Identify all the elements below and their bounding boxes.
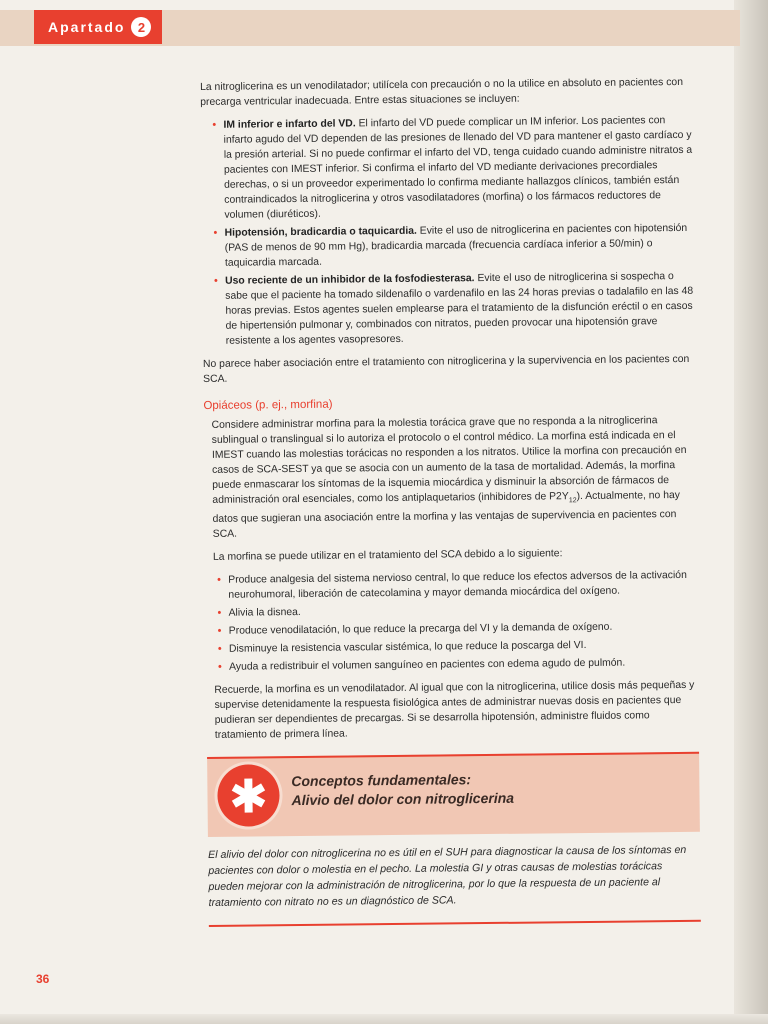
intro-paragraph: La nitroglicerina es un venodilatador; utilícela con precaución o no la utilice en absoluto en pacientes con precarga ventricular inadecuada. Entre estas situaciones se incluyen: bbox=[200, 76, 684, 108]
opioids-text-b: ). Actualmente, no hay datos que sugieran una asociación entre la morfina y las ventajas de supervivencia en pacientes con SCA. bbox=[212, 489, 680, 540]
concepts-title bbox=[291, 770, 514, 810]
caution-title: IM inferior e infarto del VD. bbox=[223, 118, 356, 131]
opioids-heading: Opiáceos (p. ej., morfina) bbox=[203, 398, 333, 412]
page-content bbox=[200, 75, 701, 927]
bottom-strip bbox=[0, 1014, 768, 1024]
opioids-subscript: 12 bbox=[568, 497, 577, 505]
page-edge bbox=[734, 0, 768, 1024]
caution-item bbox=[214, 221, 694, 271]
caution-item bbox=[212, 113, 693, 223]
morphine-use-item: • Disminuye la resistencia vascular sistémica, lo que reduce la poscarga del VI. bbox=[218, 637, 698, 657]
concepts-title-line2: Alivio del dolor con nitroglicerina bbox=[291, 789, 515, 809]
concepts-box bbox=[207, 752, 700, 837]
morphine-use-item: • Ayuda a redistribuir el volumen sanguíneo en pacientes con edema agudo de pulmón. bbox=[218, 655, 698, 675]
divider bbox=[209, 920, 701, 927]
morphine-intro: La morfina se puede utilizar en el tratamiento del SCA debido a lo siguiente: bbox=[212, 548, 563, 563]
opioids-text-a: Considere administrar morfina para la molestia torácica grave que no responda a la nitroglicerina sublingual o translingual si lo autoriza el protocolo o el control médico. La morfina está indicada en el IMEST cuando las molestias torácicas no responden a los nitratos. Utilice la morfina con precaución en casos de SCA-SEST ya que se asocia con un aumento de la tasa de mortalidad. Además, la morfina puede enmascarar los síntomas de la isquemia miocárdica y disminuir la absorción de fármacos de administración oral esenciales, como los antiplaquetarios (inhibidores de P2Y bbox=[211, 415, 687, 506]
morphine-use-item: • Produce analgesia del sistema nervioso central, lo que reduce los efectos adversos de la activación neurohumoral, liberación de catecolamina y mayor demanda miocárdica del oxígeno. bbox=[217, 568, 697, 603]
caution-text: Evite el uso de nitroglicerina si sospecha o sabe que el paciente ha tomado sildenafilo o vardenafilo en las 24 horas previas o tadalafilo en las 48 horas previas. Estos agentes suelen emplearse para el tratamiento de la disfunción eréctil o en casos de hipertensión pulmonar y, combinados con nitratos, pueden provocar una hipotensión grave resistente a los agentes vasopresores. bbox=[225, 271, 694, 347]
caution-title: Uso reciente de un inhibidor de la fosfodiesterasa. bbox=[225, 273, 475, 287]
survival-note: No parece haber asociación entre el tratamiento con nitroglicerina y la supervivencia en los pacientes con SCA. bbox=[202, 353, 690, 385]
morphine-use-item: • Alivia la disnea. bbox=[218, 601, 698, 621]
morphine-uses-list bbox=[205, 568, 698, 675]
caution-text: El infarto del VD puede complicar un IM inferior. Los pacientes con infarto agudo del VD dependen de las presiones de llenado del VD para mantener el gasto cardíaco y la presión arterial. Si no puede confirmar el infarto del VD, tenga cuidado cuando administre nitratos a pacientes con IMEST inferior. Si confirma el infarto del VD mediante derivaciones precordiales derechas, o si un proveedor experimentado lo confirma mediante hallazgos clínicos, también están contraindicados la nitroglicerina y otros vasodilatadores (morfina) o los fármacos reductores de volumen (diuréticos). bbox=[223, 115, 693, 221]
concepts-title-line1: Conceptos fundamentales: bbox=[291, 771, 472, 790]
reminder-paragraph: Recuerde, la morfina es un venodilatador. Al igual que con la nitroglicerina, utilice dosis más pequeñas y supervise detenidamente la respuesta fisiológica antes de administrar nuevas dosis en pacientes que pudieran ser dependientes de precargas. Si se desarrolla hipotensión, administre fluidos como tratamiento de primera línea. bbox=[214, 679, 695, 741]
section-number: 2 bbox=[131, 17, 151, 37]
caution-item bbox=[214, 269, 695, 349]
page-number: 36 bbox=[36, 972, 50, 986]
asterisk-icon bbox=[217, 764, 280, 827]
caution-title: Hipotensión, bradicardia o taquicardia. bbox=[224, 225, 417, 239]
caution-list bbox=[200, 113, 694, 349]
concepts-body: El alivio del dolor con nitroglicerina no es útil en el SUH para diagnosticar la causa de los síntomas en pacientes con dolor o molestia en el pecho. La molestia GI y otras causas de molestias torácicas pueden mejorar con la administración de nitroglicerina, por lo que la respuesta de un paciente al tratamiento con nitrato no es un diagnóstico de SCA. bbox=[208, 844, 687, 910]
section-label: Apartado bbox=[48, 19, 126, 35]
opioids-paragraph bbox=[204, 413, 697, 542]
section-tab bbox=[34, 10, 162, 44]
morphine-use-item: • Produce venodilatación, lo que reduce la precarga del VI y la demanda de oxígeno. bbox=[218, 619, 698, 639]
caution-text: Evite el uso de nitroglicerina en pacientes con hipotensión (PAS de menos de 90 mm Hg), bradicardia marcada (frecuencia cardíaca inferior a 50/min) o taquicardia marcada. bbox=[224, 222, 688, 269]
